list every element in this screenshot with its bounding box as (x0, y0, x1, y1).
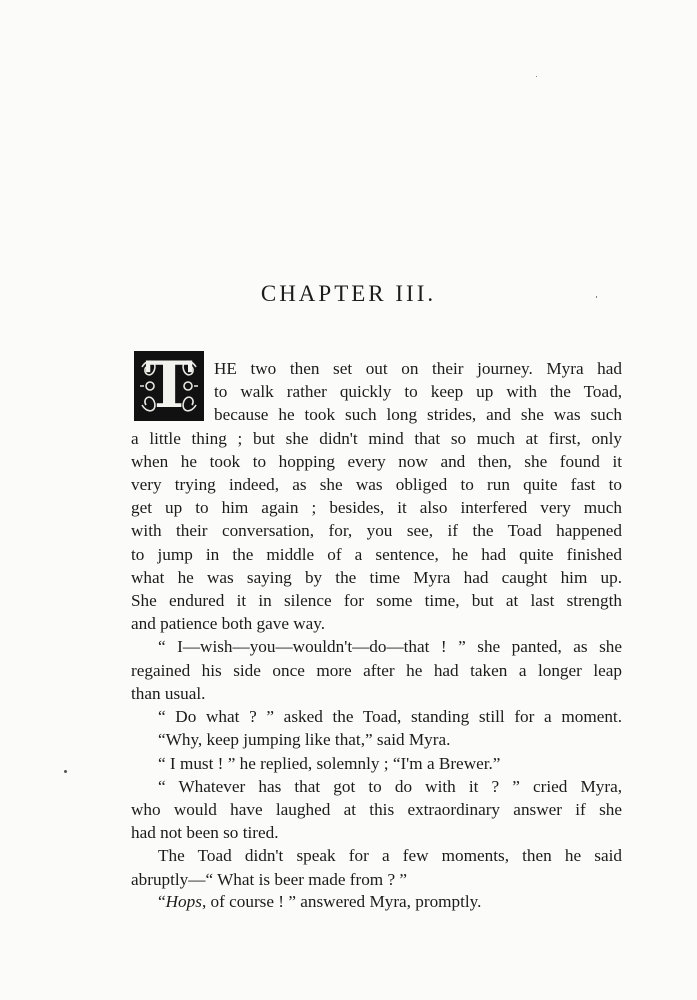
text-line: had not been so tired. (131, 823, 279, 842)
text-line: very trying indeed, as she was obliged to run quite fast to (131, 475, 622, 494)
text-line: when he took to hopping every now and then, she found it (131, 452, 622, 471)
text-line: what he was saying by the time Myra had caught him up. (131, 568, 622, 587)
chapter-title: CHAPTER III. (260, 281, 437, 306)
drop-cap-ornament (134, 348, 204, 423)
text-line: and patience both gave way. (131, 614, 326, 633)
paper-speck (536, 76, 537, 77)
text-line: a little thing ; but she didn't mind that so much at first, only (131, 429, 622, 448)
drop-cap-letter: T (145, 348, 193, 423)
text-line: She endured it in silence for some time, but at last strength (131, 591, 622, 610)
text-line: who would have laughed at this extraordinary answer if she (131, 800, 622, 819)
text-line: “ Do what ? ” asked the Toad, standing still for a moment. (158, 707, 622, 726)
text-line: than usual. (131, 684, 206, 703)
text-line: The Toad didn't speak for a few moments, then he said (158, 846, 622, 865)
text-line-last (158, 892, 481, 912)
text-line: regained his side once more after he had taken a longer leap (131, 661, 622, 680)
text-line: because he took such long strides, and she was such (214, 405, 622, 424)
text-line: “ I must ! ” he replied, solemnly ; “I'm a Brewer.” (158, 754, 501, 773)
text-line: get up to him again ; besides, it also interfered very much (131, 498, 622, 517)
paper-speck (64, 770, 67, 773)
text-line: “ I—wish—you—wouldn't—do—that ! ” she panted, as she (158, 637, 622, 656)
text-line: with their conversation, for, you see, if the Toad happened (131, 521, 622, 540)
text-line: “ Whatever has that got to do with it ? ” cried Myra, (158, 777, 622, 796)
text-line: HE two then set out on their journey. Myra had (214, 359, 622, 378)
text-line: abruptly—“ What is beer made from ? ” (131, 870, 408, 889)
line-remainder: , of course ! ” answered Myra, promptly. (201, 892, 482, 911)
open-quote: “ (158, 892, 166, 911)
text-line: to jump in the middle of a sentence, he had quite finished (131, 545, 622, 564)
paper-speck (596, 296, 597, 298)
italic-word: Hops (165, 892, 202, 911)
text-line: “Why, keep jumping like that,” said Myra. (158, 730, 451, 749)
text-line: to walk rather quickly to keep up with the Toad, (214, 382, 622, 401)
